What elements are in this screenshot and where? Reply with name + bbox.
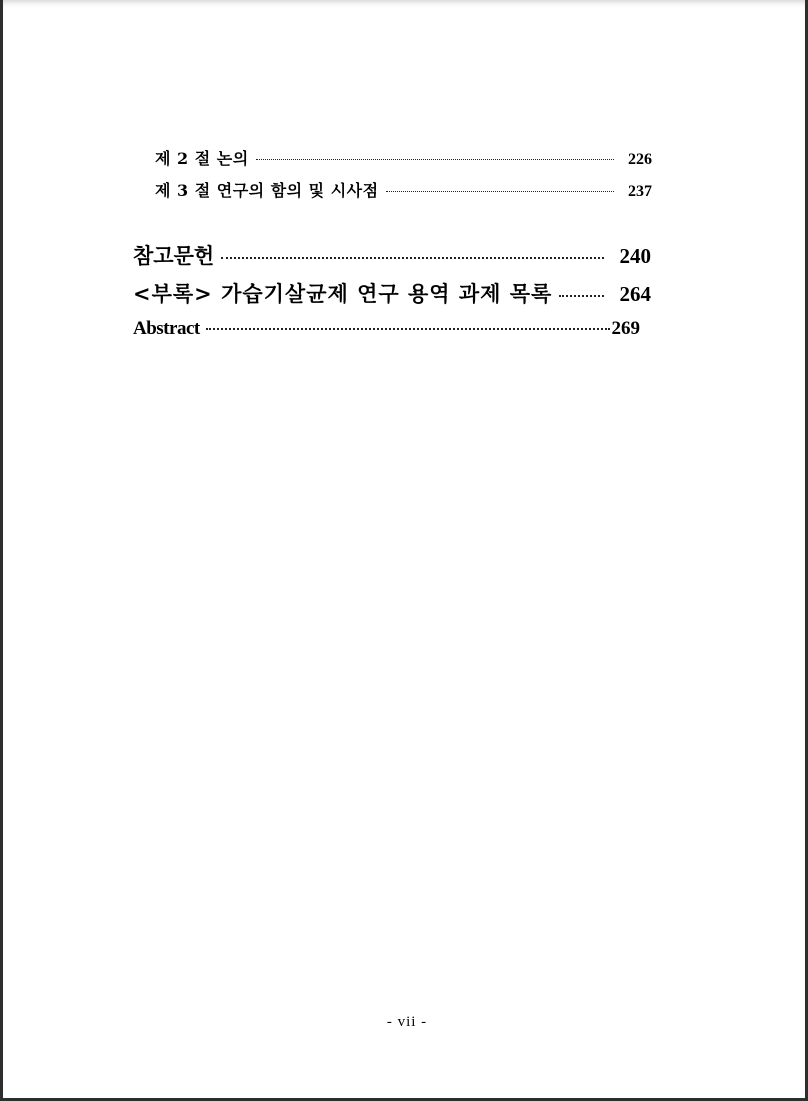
toc-entry-label: Abstract bbox=[133, 318, 200, 339]
toc-entry-appendix[interactable] bbox=[133, 278, 651, 308]
toc-entry-discussion[interactable] bbox=[155, 146, 652, 169]
toc-entry-page: 240 bbox=[619, 244, 651, 268]
toc-leader-dots bbox=[221, 257, 603, 259]
toc-entry-abstract[interactable] bbox=[133, 318, 640, 340]
toc-entry-label: 참고문헌 bbox=[133, 243, 215, 268]
toc-entry-page: 226 bbox=[628, 151, 652, 168]
toc-entry-label: <부록> 가습기살균제 연구 용역 과제 목록 bbox=[133, 281, 553, 306]
document-page bbox=[3, 0, 805, 1098]
toc-leader-dots bbox=[559, 295, 603, 297]
toc-entry-page: 237 bbox=[628, 183, 652, 200]
toc-entry-label: 제 2 절 논의 bbox=[155, 149, 249, 168]
toc-entry-implications[interactable] bbox=[155, 178, 652, 201]
toc-entry-page: 269 bbox=[611, 318, 640, 339]
toc-leader-dots bbox=[386, 191, 614, 192]
toc-entry-label: 제 3 절 연구의 함의 및 시사점 bbox=[155, 181, 379, 200]
toc-leader-dots bbox=[206, 328, 610, 330]
page-number-footer: - vii - bbox=[386, 1014, 428, 1030]
toc-entry-references[interactable] bbox=[133, 240, 651, 270]
toc-leader-dots bbox=[256, 159, 614, 160]
toc-entry-page: 264 bbox=[619, 282, 651, 306]
